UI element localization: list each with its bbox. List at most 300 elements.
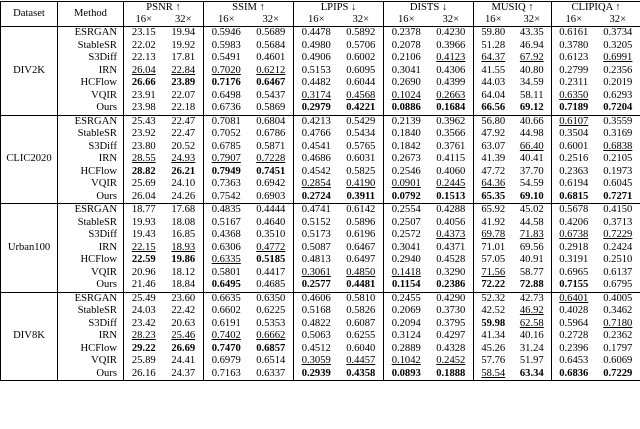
metric-value-cell: 0.6161 (552, 27, 596, 40)
metric-value-cell: 0.4444 (249, 204, 294, 217)
method-cell: S3Diff (58, 52, 124, 65)
metric-value-cell: 0.2663 (429, 90, 474, 103)
metric-value-cell: 0.6836 (559, 367, 589, 379)
table-row (1, 305, 640, 318)
metric-value-cell: 0.7081 (204, 115, 249, 128)
method-cell: S3Diff (58, 141, 124, 154)
metric-value-cell: 0.2572 (391, 229, 421, 241)
metric-value-cell: 0.2516 (559, 153, 589, 165)
metric-value-cell: 0.5185 (249, 254, 294, 267)
header-dataset: Dataset (1, 2, 58, 27)
metric-value-cell: 45.02 (513, 204, 552, 217)
header-method: Method (58, 2, 124, 27)
metric-value-cell: 42.73 (513, 292, 552, 305)
metric-value-cell: 41.34 (481, 330, 506, 342)
metric-value-cell: 24.41 (164, 355, 204, 368)
metric-value-cell: 0.3205 (596, 40, 640, 53)
metric-value-cell: 0.5964 (559, 317, 589, 329)
method-cell: HCFlow (58, 166, 124, 179)
metric-value-cell: 43.35 (513, 27, 552, 40)
metric-value-cell: 0.1024 (391, 89, 421, 101)
method-cell: IRN (58, 65, 124, 78)
metric-value-cell: 0.6001 (559, 140, 589, 152)
metric-value-cell: 58.11 (513, 90, 552, 103)
metric-value-cell: 0.5765 (339, 141, 384, 154)
metric-value-cell: 0.4528 (429, 254, 474, 267)
metric-value-cell: 0.2554 (384, 204, 429, 217)
table-row (1, 229, 640, 242)
method-cell: VQIR (58, 267, 124, 280)
metric-value-cell: 0.4482 (301, 77, 331, 89)
metric-value-cell: 40.16 (513, 330, 552, 343)
metric-value-cell: 63.07 (481, 140, 506, 152)
metric-value-cell: 0.5896 (339, 217, 384, 230)
metric-value-cell: 63.34 (513, 368, 552, 381)
metric-value-cell: 0.4371 (429, 242, 474, 255)
metric-value-cell: 23.89 (164, 77, 204, 90)
metric-value-cell: 0.3713 (596, 217, 640, 230)
metric-value-cell: 0.1797 (596, 343, 640, 356)
metric-value-cell: 17.81 (164, 52, 204, 65)
metric-value-cell: 0.3059 (301, 355, 331, 367)
method-cell: HCFlow (58, 254, 124, 267)
metric-value-cell: 0.6040 (339, 343, 384, 356)
metric-value-cell: 0.4358 (339, 368, 384, 381)
metric-value-cell: 0.5869 (249, 102, 294, 115)
metric-value-cell: 0.5825 (339, 166, 384, 179)
metric-value-cell: 0.7020 (211, 64, 241, 76)
metric-value-cell: 0.3124 (391, 330, 421, 342)
metric-value-cell: 0.3061 (301, 266, 331, 278)
metric-value-cell: 0.4686 (301, 153, 331, 165)
metric-value-cell: 0.4290 (429, 292, 474, 305)
header-metric-lpips: LPIPS ↓ (294, 2, 384, 15)
metric-value-cell: 0.2728 (559, 330, 589, 342)
metric-value-cell: 0.7176 (211, 77, 241, 89)
metric-value-cell: 65.92 (474, 204, 513, 217)
method-cell: ESRGAN (58, 27, 124, 40)
metric-value-cell: 69.56 (513, 242, 552, 255)
metric-value-cell: 44.58 (513, 217, 552, 230)
metric-value-cell: 0.6785 (211, 140, 241, 152)
metric-value-cell: 0.3290 (429, 267, 474, 280)
metric-value-cell: 0.7451 (249, 166, 294, 179)
method-cell: StableSR (58, 305, 124, 318)
metric-value-cell: 0.4822 (301, 317, 331, 329)
metric-value-cell: 23.91 (131, 89, 156, 101)
metric-value-cell: 22.59 (131, 254, 156, 266)
metric-value-cell: 18.93 (164, 242, 204, 255)
metric-value-cell: 0.6087 (339, 318, 384, 331)
metric-value-cell: 0.3966 (429, 40, 474, 53)
metric-value-cell: 47.92 (481, 128, 506, 140)
metric-value-cell: 18.77 (124, 204, 164, 217)
metric-value-cell: 22.18 (164, 102, 204, 115)
metric-value-cell: 0.6142 (339, 204, 384, 217)
metric-value-cell: 0.6838 (596, 141, 640, 154)
metric-value-cell: 40.91 (513, 254, 552, 267)
metric-value-cell: 0.5892 (339, 27, 384, 40)
metric-value-cell: 0.7402 (211, 330, 241, 342)
header-scale-16: 16× (217, 14, 235, 25)
metric-value-cell: 0.5153 (301, 64, 331, 76)
results-table-body (1, 27, 640, 381)
metric-value-cell: 17.68 (164, 204, 204, 217)
metric-value-cell: 28.82 (131, 165, 156, 177)
metric-value-cell: 0.4772 (249, 242, 294, 255)
metric-value-cell: 0.1842 (391, 140, 421, 152)
metric-value-cell: 0.6453 (559, 355, 589, 367)
metric-value-cell: 0.4123 (429, 52, 474, 65)
metric-value-cell: 0.6795 (596, 279, 640, 292)
metric-value-cell: 0.6401 (552, 292, 596, 305)
metric-value-cell: 0.4568 (339, 90, 384, 103)
table-row (1, 153, 640, 166)
metric-value-cell: 34.59 (513, 77, 552, 90)
metric-value-cell: 0.3174 (301, 89, 331, 101)
metric-value-cell: 24.03 (131, 305, 156, 317)
table-row (1, 102, 640, 115)
metric-value-cell: 0.4601 (249, 52, 294, 65)
metric-value-cell: 0.2069 (391, 305, 421, 317)
metric-value-cell: 0.7271 (596, 191, 640, 204)
metric-value-cell: 0.6602 (211, 305, 241, 317)
metric-value-cell: 26.16 (131, 367, 156, 379)
metric-value-cell: 0.2854 (301, 178, 331, 190)
metric-value-cell: 0.6107 (552, 115, 596, 128)
header-metric-musiq: MUSIQ ↑ (474, 2, 552, 15)
header-metric-dists: DISTS ↓ (384, 2, 474, 15)
metric-value-cell: 0.4306 (429, 65, 474, 78)
metric-value-cell: 0.4541 (301, 140, 331, 152)
metric-value-cell: 0.0901 (391, 178, 421, 190)
metric-value-cell: 0.4060 (429, 166, 474, 179)
metric-value-cell: 0.6335 (211, 254, 241, 266)
header-scale-32: 32× (429, 14, 474, 27)
metric-value-cell: 0.5491 (211, 52, 241, 64)
metric-value-cell: 19.86 (164, 254, 204, 267)
method-cell: ESRGAN (58, 115, 124, 128)
metric-value-cell: 0.3510 (249, 229, 294, 242)
dataset-cell: DIV2K (1, 27, 58, 116)
metric-value-cell: 0.6991 (596, 52, 640, 65)
metric-value-cell: 0.5946 (204, 27, 249, 40)
metric-value-cell: 0.6786 (249, 128, 294, 141)
metric-value-cell: 0.5167 (211, 216, 241, 228)
metric-value-cell: 0.2396 (559, 342, 589, 354)
metric-value-cell: 0.2424 (596, 242, 640, 255)
metric-value-cell: 0.5678 (552, 204, 596, 217)
metric-value-cell: 26.21 (164, 166, 204, 179)
metric-value-cell: 0.4606 (294, 292, 339, 305)
method-cell: Ours (58, 102, 124, 115)
metric-value-cell: 67.92 (513, 52, 552, 65)
metric-value-cell: 0.2939 (301, 367, 331, 379)
metric-value-cell: 0.6196 (339, 229, 384, 242)
metric-value-cell: 0.4481 (339, 279, 384, 292)
table-row (1, 27, 640, 40)
method-cell: VQIR (58, 355, 124, 368)
metric-value-cell: 41.39 (481, 153, 506, 165)
metric-value-cell: 25.46 (164, 330, 204, 343)
metric-value-cell: 0.1418 (391, 266, 421, 278)
method-cell: Ours (58, 191, 124, 204)
metric-value-cell: 52.32 (474, 292, 513, 305)
metric-value-cell: 0.3191 (559, 254, 589, 266)
metric-value-cell: 23.60 (164, 292, 204, 305)
metric-value-cell: 0.3169 (596, 128, 640, 141)
metric-value-cell: 28.55 (131, 153, 156, 165)
metric-value-cell: 0.2363 (559, 165, 589, 177)
metric-value-cell: 45.26 (481, 342, 506, 354)
metric-value-cell: 0.5173 (301, 229, 331, 241)
metric-value-cell: 0.6736 (211, 102, 241, 114)
metric-value-cell: 0.4640 (249, 217, 294, 230)
metric-value-cell: 0.6965 (559, 266, 589, 278)
metric-value-cell: 20.96 (131, 266, 156, 278)
metric-value-cell: 0.3566 (429, 128, 474, 141)
metric-value-cell: 62.58 (513, 318, 552, 331)
metric-value-cell: 0.3795 (429, 318, 474, 331)
method-cell: HCFlow (58, 343, 124, 356)
table-row (1, 279, 640, 292)
metric-value-cell: 0.6293 (596, 90, 640, 103)
metric-value-cell: 0.6662 (249, 330, 294, 343)
metric-value-cell: 0.1513 (429, 191, 474, 204)
metric-value-cell: 0.6069 (596, 355, 640, 368)
metric-value-cell: 59.98 (481, 317, 506, 329)
metric-value-cell: 20.63 (164, 318, 204, 331)
metric-value-cell: 0.5087 (301, 241, 331, 253)
header-scale-16: 16× (397, 14, 415, 25)
metric-value-cell: 51.28 (481, 39, 506, 51)
metric-value-cell: 19.43 (131, 229, 156, 241)
metric-value-cell: 69.12 (513, 102, 552, 115)
metric-value-cell: 22.13 (131, 52, 156, 64)
metric-value-cell: 0.5434 (339, 128, 384, 141)
header-metric-psnr: PSNR ↑ (124, 2, 204, 15)
metric-value-cell: 0.4328 (429, 343, 474, 356)
metric-value-cell: 0.1840 (391, 128, 421, 140)
metric-value-cell: 0.4190 (339, 178, 384, 191)
metric-value-cell: 0.4741 (294, 204, 339, 217)
metric-value-cell: 23.80 (131, 140, 156, 152)
metric-value-cell: 0.4115 (429, 153, 474, 166)
metric-value-cell: 51.97 (513, 355, 552, 368)
metric-value-cell: 0.6044 (339, 77, 384, 90)
metric-value-cell: 0.6045 (596, 178, 640, 191)
metric-value-cell: 0.6804 (249, 115, 294, 128)
metric-value-cell: 25.43 (124, 115, 164, 128)
method-cell: VQIR (58, 178, 124, 191)
metric-value-cell: 24.37 (164, 368, 204, 381)
metric-value-cell: 0.2311 (559, 77, 589, 89)
metric-value-cell: 64.37 (481, 52, 506, 64)
dataset-cell: CLIC2020 (1, 115, 58, 204)
header-row-metrics (1, 2, 640, 15)
metric-value-cell: 0.1973 (596, 166, 640, 179)
metric-value-cell: 18.08 (164, 217, 204, 230)
metric-value-cell: 0.4221 (339, 102, 384, 115)
metric-value-cell: 0.4206 (559, 216, 589, 228)
table-row (1, 355, 640, 368)
metric-value-cell: 46.94 (513, 40, 552, 53)
metric-value-cell: 25.89 (131, 355, 156, 367)
metric-value-cell: 22.47 (164, 115, 204, 128)
table-row (1, 368, 640, 381)
metric-value-cell: 0.6095 (339, 65, 384, 78)
metric-value-cell: 66.40 (513, 141, 552, 154)
metric-value-cell: 0.2386 (429, 279, 474, 292)
metric-value-cell: 19.92 (164, 40, 204, 53)
metric-value-cell: 22.02 (131, 39, 156, 51)
metric-value-cell: 40.80 (513, 65, 552, 78)
table-row (1, 52, 640, 65)
metric-value-cell: 16.85 (164, 229, 204, 242)
metric-value-cell: 0.5801 (211, 266, 241, 278)
metric-value-cell: 41.55 (481, 64, 506, 76)
metric-value-cell: 0.3761 (429, 141, 474, 154)
metric-value-cell: 69.10 (513, 191, 552, 204)
metric-value-cell: 31.24 (513, 343, 552, 356)
metric-value-cell: 0.5063 (301, 330, 331, 342)
method-cell: ESRGAN (58, 204, 124, 217)
metric-value-cell: 64.36 (481, 178, 506, 190)
metric-value-cell: 72.22 (481, 279, 506, 291)
metric-value-cell: 0.6903 (249, 191, 294, 204)
metric-value-cell: 0.2546 (391, 165, 421, 177)
metric-value-cell: 0.4297 (429, 330, 474, 343)
metric-value-cell: 37.70 (513, 166, 552, 179)
metric-value-cell: 0.4512 (301, 342, 331, 354)
metric-value-cell: 21.46 (131, 279, 156, 291)
metric-value-cell: 0.3559 (596, 115, 640, 128)
metric-value-cell: 71.56 (481, 266, 506, 278)
method-cell: HCFlow (58, 77, 124, 90)
metric-value-cell: 0.6191 (211, 317, 241, 329)
metric-value-cell: 0.7228 (249, 153, 294, 166)
metric-value-cell: 0.2507 (391, 216, 421, 228)
metric-value-cell: 0.5871 (249, 141, 294, 154)
metric-value-cell: 0.3041 (391, 241, 421, 253)
metric-value-cell: 22.07 (164, 90, 204, 103)
dataset-cell: Urban100 (1, 204, 58, 293)
metric-value-cell: 0.0792 (391, 190, 421, 202)
metric-value-cell: 71.83 (513, 229, 552, 242)
table-row (1, 267, 640, 280)
method-cell: Ours (58, 368, 124, 381)
metric-value-cell: 0.5353 (249, 318, 294, 331)
metric-value-cell: 0.2019 (596, 77, 640, 90)
metric-value-cell: 0.6212 (249, 65, 294, 78)
metric-value-cell: 0.5983 (211, 39, 241, 51)
method-cell: VQIR (58, 90, 124, 103)
metric-value-cell: 0.4835 (204, 204, 249, 217)
metric-value-cell: 72.88 (513, 279, 552, 292)
metric-value-cell: 0.2724 (301, 190, 331, 202)
metric-value-cell: 26.04 (131, 64, 156, 76)
metric-value-cell: 0.2673 (391, 153, 421, 165)
header-scale-32: 32× (513, 14, 552, 27)
metric-value-cell: 0.7949 (211, 165, 241, 177)
table-row (1, 217, 640, 230)
metric-value-cell: 0.5810 (339, 292, 384, 305)
metric-value-cell: 0.6031 (339, 153, 384, 166)
metric-value-cell: 0.7907 (211, 153, 241, 165)
header-scale-16: 16× (484, 14, 502, 25)
header-scale-32: 32× (596, 14, 640, 27)
metric-value-cell: 40.66 (513, 115, 552, 128)
metric-value-cell: 24.93 (164, 153, 204, 166)
header-scale-32: 32× (249, 14, 294, 27)
metric-value-cell: 0.6857 (249, 343, 294, 356)
metric-value-cell: 0.1154 (391, 279, 421, 291)
metric-value-cell: 0.6194 (559, 178, 589, 190)
metric-value-cell: 0.5689 (249, 27, 294, 40)
metric-value-cell: 0.7229 (596, 229, 640, 242)
metric-value-cell: 19.94 (164, 27, 204, 40)
metric-value-cell: 0.6514 (249, 355, 294, 368)
metric-value-cell: 0.2105 (596, 153, 640, 166)
metric-value-cell: 0.4288 (429, 204, 474, 217)
metric-value-cell: 0.3911 (339, 191, 384, 204)
table-row (1, 65, 640, 78)
table-row (1, 128, 640, 141)
metric-value-cell: 42.52 (481, 305, 506, 317)
metric-value-cell: 0.2452 (429, 355, 474, 368)
metric-value-cell: 0.2940 (391, 254, 421, 266)
metric-value-cell: 0.5168 (301, 305, 331, 317)
table-row (1, 191, 640, 204)
header-scale-16: 16× (565, 14, 583, 25)
metric-value-cell: 0.6979 (211, 355, 241, 367)
metric-value-cell: 0.2455 (384, 292, 429, 305)
metric-value-cell: 0.2577 (301, 279, 331, 291)
metric-value-cell: 0.4399 (429, 77, 474, 90)
metric-value-cell: 44.03 (481, 77, 506, 89)
metric-value-cell: 0.6255 (339, 330, 384, 343)
metric-value-cell: 44.98 (513, 128, 552, 141)
metric-value-cell: 0.4766 (301, 128, 331, 140)
table-row (1, 254, 640, 267)
metric-value-cell: 0.3041 (391, 64, 421, 76)
metric-value-cell: 28.23 (131, 330, 156, 342)
method-cell: StableSR (58, 128, 124, 141)
metric-value-cell: 23.42 (131, 317, 156, 329)
metric-value-cell: 0.6350 (249, 292, 294, 305)
metric-value-cell: 29.22 (131, 342, 156, 354)
metric-value-cell: 0.1888 (429, 368, 474, 381)
metric-value-cell: 0.7163 (211, 367, 241, 379)
metric-value-cell: 0.3780 (559, 39, 589, 51)
metric-value-cell: 0.6225 (249, 305, 294, 318)
results-table (0, 1, 640, 381)
dataset-cell: DIV8K (1, 292, 58, 381)
metric-value-cell: 0.2690 (391, 77, 421, 89)
header-metric-clipiqa: CLIPIQA ↑ (552, 2, 640, 15)
metric-value-cell: 0.7204 (596, 102, 640, 115)
metric-value-cell: 0.6497 (339, 254, 384, 267)
metric-value-cell: 18.12 (164, 267, 204, 280)
method-cell: IRN (58, 153, 124, 166)
table-row (1, 292, 640, 305)
table-row (1, 166, 640, 179)
metric-value-cell: 57.76 (481, 355, 506, 367)
metric-value-cell: 71.01 (481, 241, 506, 253)
metric-value-cell: 18.84 (164, 279, 204, 292)
metric-value-cell: 20.52 (164, 141, 204, 154)
metric-value-cell: 0.4417 (249, 267, 294, 280)
